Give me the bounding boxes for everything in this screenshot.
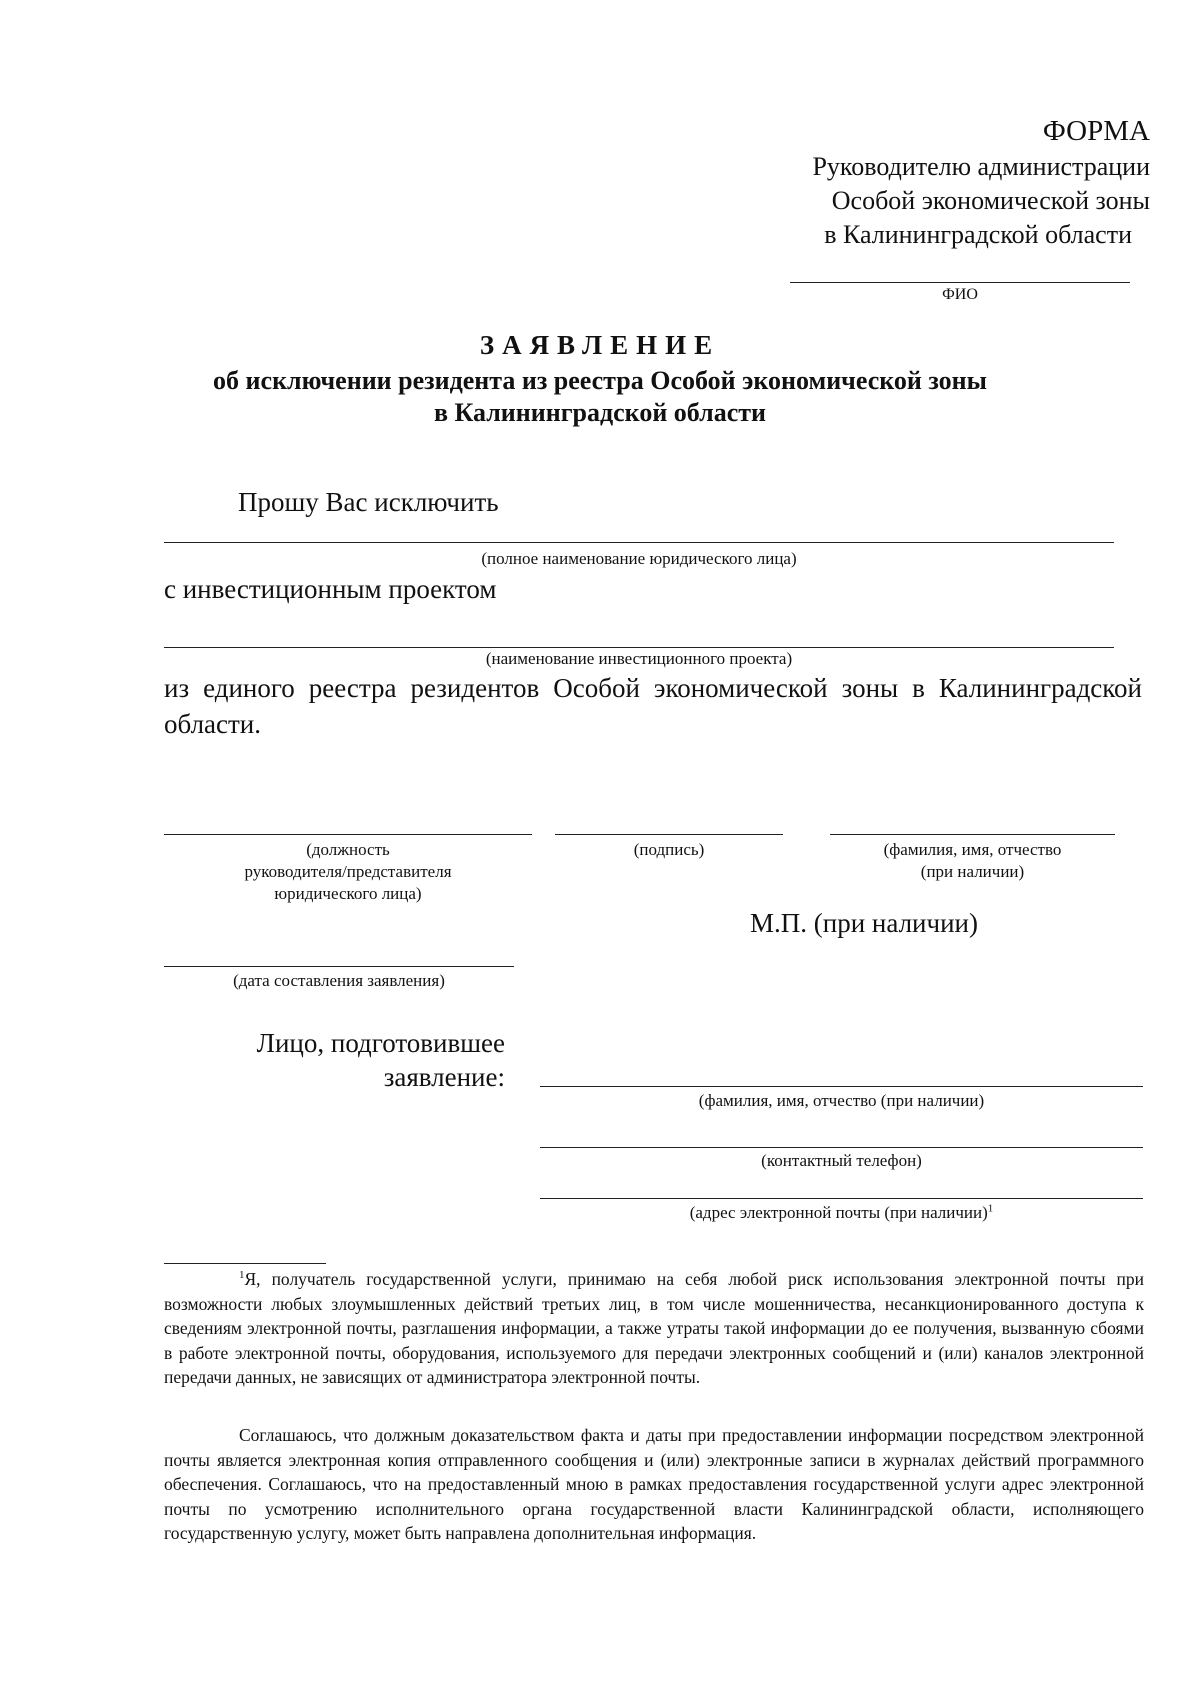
- signer-name-caption-line-1: (фамилия, имя, отчество: [883, 840, 1062, 859]
- signer-name-field-line[interactable]: [830, 834, 1115, 835]
- fio-caption: ФИО: [942, 286, 978, 303]
- preparer-name-field-line[interactable]: [540, 1086, 1143, 1087]
- footnote-paragraph-2: Соглашаюсь, что должным доказательством факта и даты при предоставлении информации посредством электронной почты является электронная копия отправленного сообщения и (или) электронные записи в журналах действий программного обеспечения. Соглашаюсь, что на предоставленный мною в рамках предоставления государственной услуги адрес электронной почты по усмотрению исполнительного органа государственной власти Калининградской области, исполняющего государственную услугу, может быть направлена дополнительная информация.: [164, 1425, 1144, 1544]
- date-field-line[interactable]: [164, 966, 514, 967]
- addressee-line-1: Руководителю администрации: [812, 152, 1150, 181]
- signer-name-caption-line-2: (при наличии): [920, 862, 1025, 881]
- footnote-mark: 1: [239, 1269, 245, 1282]
- email-caption-text: (адрес электронной почты (при наличии): [689, 1203, 988, 1222]
- stamp-placeholder: М.П. (при наличии): [750, 908, 978, 938]
- form-label: ФОРМА: [1042, 115, 1150, 147]
- position-field-line[interactable]: [164, 834, 532, 835]
- preparer-name-caption: (фамилия, имя, отчество (при наличии): [698, 1091, 985, 1110]
- position-caption-line-1: (должность: [306, 840, 390, 859]
- addressee-fio-field-line[interactable]: [790, 282, 1130, 283]
- document-title: ЗАЯВЛЕНИЕ: [479, 330, 721, 360]
- document-subtitle-line-1: об исключении резидента из реестра Особой экономической зоны: [213, 366, 987, 395]
- signature-field-line[interactable]: [555, 834, 783, 835]
- organization-name-caption: (полное наименование юридического лица): [481, 549, 797, 568]
- footnote-paragraph-1-text: Я, получатель государственной услуги, принимаю на себя любой риск использования электронной почты при возможности любых злоумышленных действий третьих лиц, в том числе мошенничества, несанкционированного доступа к сведениям электронной почты, разглашения информации, а также утраты такой информации до ее получения, вызванную сбоями в работе электронной почты, оборудования, используемого для передачи электронных сообщений и (или) каналов электронной передачи данных, не зависящих от администратора электронной почты.: [164, 1269, 1144, 1388]
- footnote-separator: [164, 1263, 326, 1264]
- addressee-line-3: в Калининградской области: [824, 220, 1132, 249]
- position-caption-line-2: руководителя/представителя: [244, 862, 452, 881]
- preparer-phone-caption: (контактный телефон): [761, 1151, 922, 1170]
- signature-caption: (подпись): [633, 840, 705, 859]
- date-caption: (дата составления заявления): [233, 971, 445, 990]
- organization-name-field-line[interactable]: [164, 542, 1114, 543]
- registry-paragraph: из единого реестра резидентов Особой экономической зоны в Калининградской области.: [164, 673, 1142, 739]
- email-footnote-mark: 1: [987, 1202, 994, 1215]
- footnote-paragraph-1: [164, 1267, 1144, 1390]
- project-text: с инвестиционным проектом: [164, 574, 497, 604]
- document-subtitle-line-2: в Калининградской области: [433, 398, 767, 427]
- preparer-email-field-line[interactable]: [540, 1198, 1143, 1199]
- project-name-caption: (наименование инвестиционного проекта): [485, 649, 793, 668]
- position-caption-line-3: юридического лица): [274, 884, 422, 903]
- preparer-label-line-2: заявление:: [383, 1062, 505, 1092]
- addressee-line-2: Особой экономической зоны: [831, 186, 1150, 215]
- request-text: Прошу Вас исключить: [238, 487, 499, 517]
- position-caption: [164, 839, 532, 905]
- preparer-email-caption: [540, 1202, 1143, 1224]
- preparer-phone-field-line[interactable]: [540, 1147, 1143, 1148]
- signer-name-caption: [830, 839, 1115, 883]
- preparer-label-line-1: Лицо, подготовившее: [256, 1028, 505, 1058]
